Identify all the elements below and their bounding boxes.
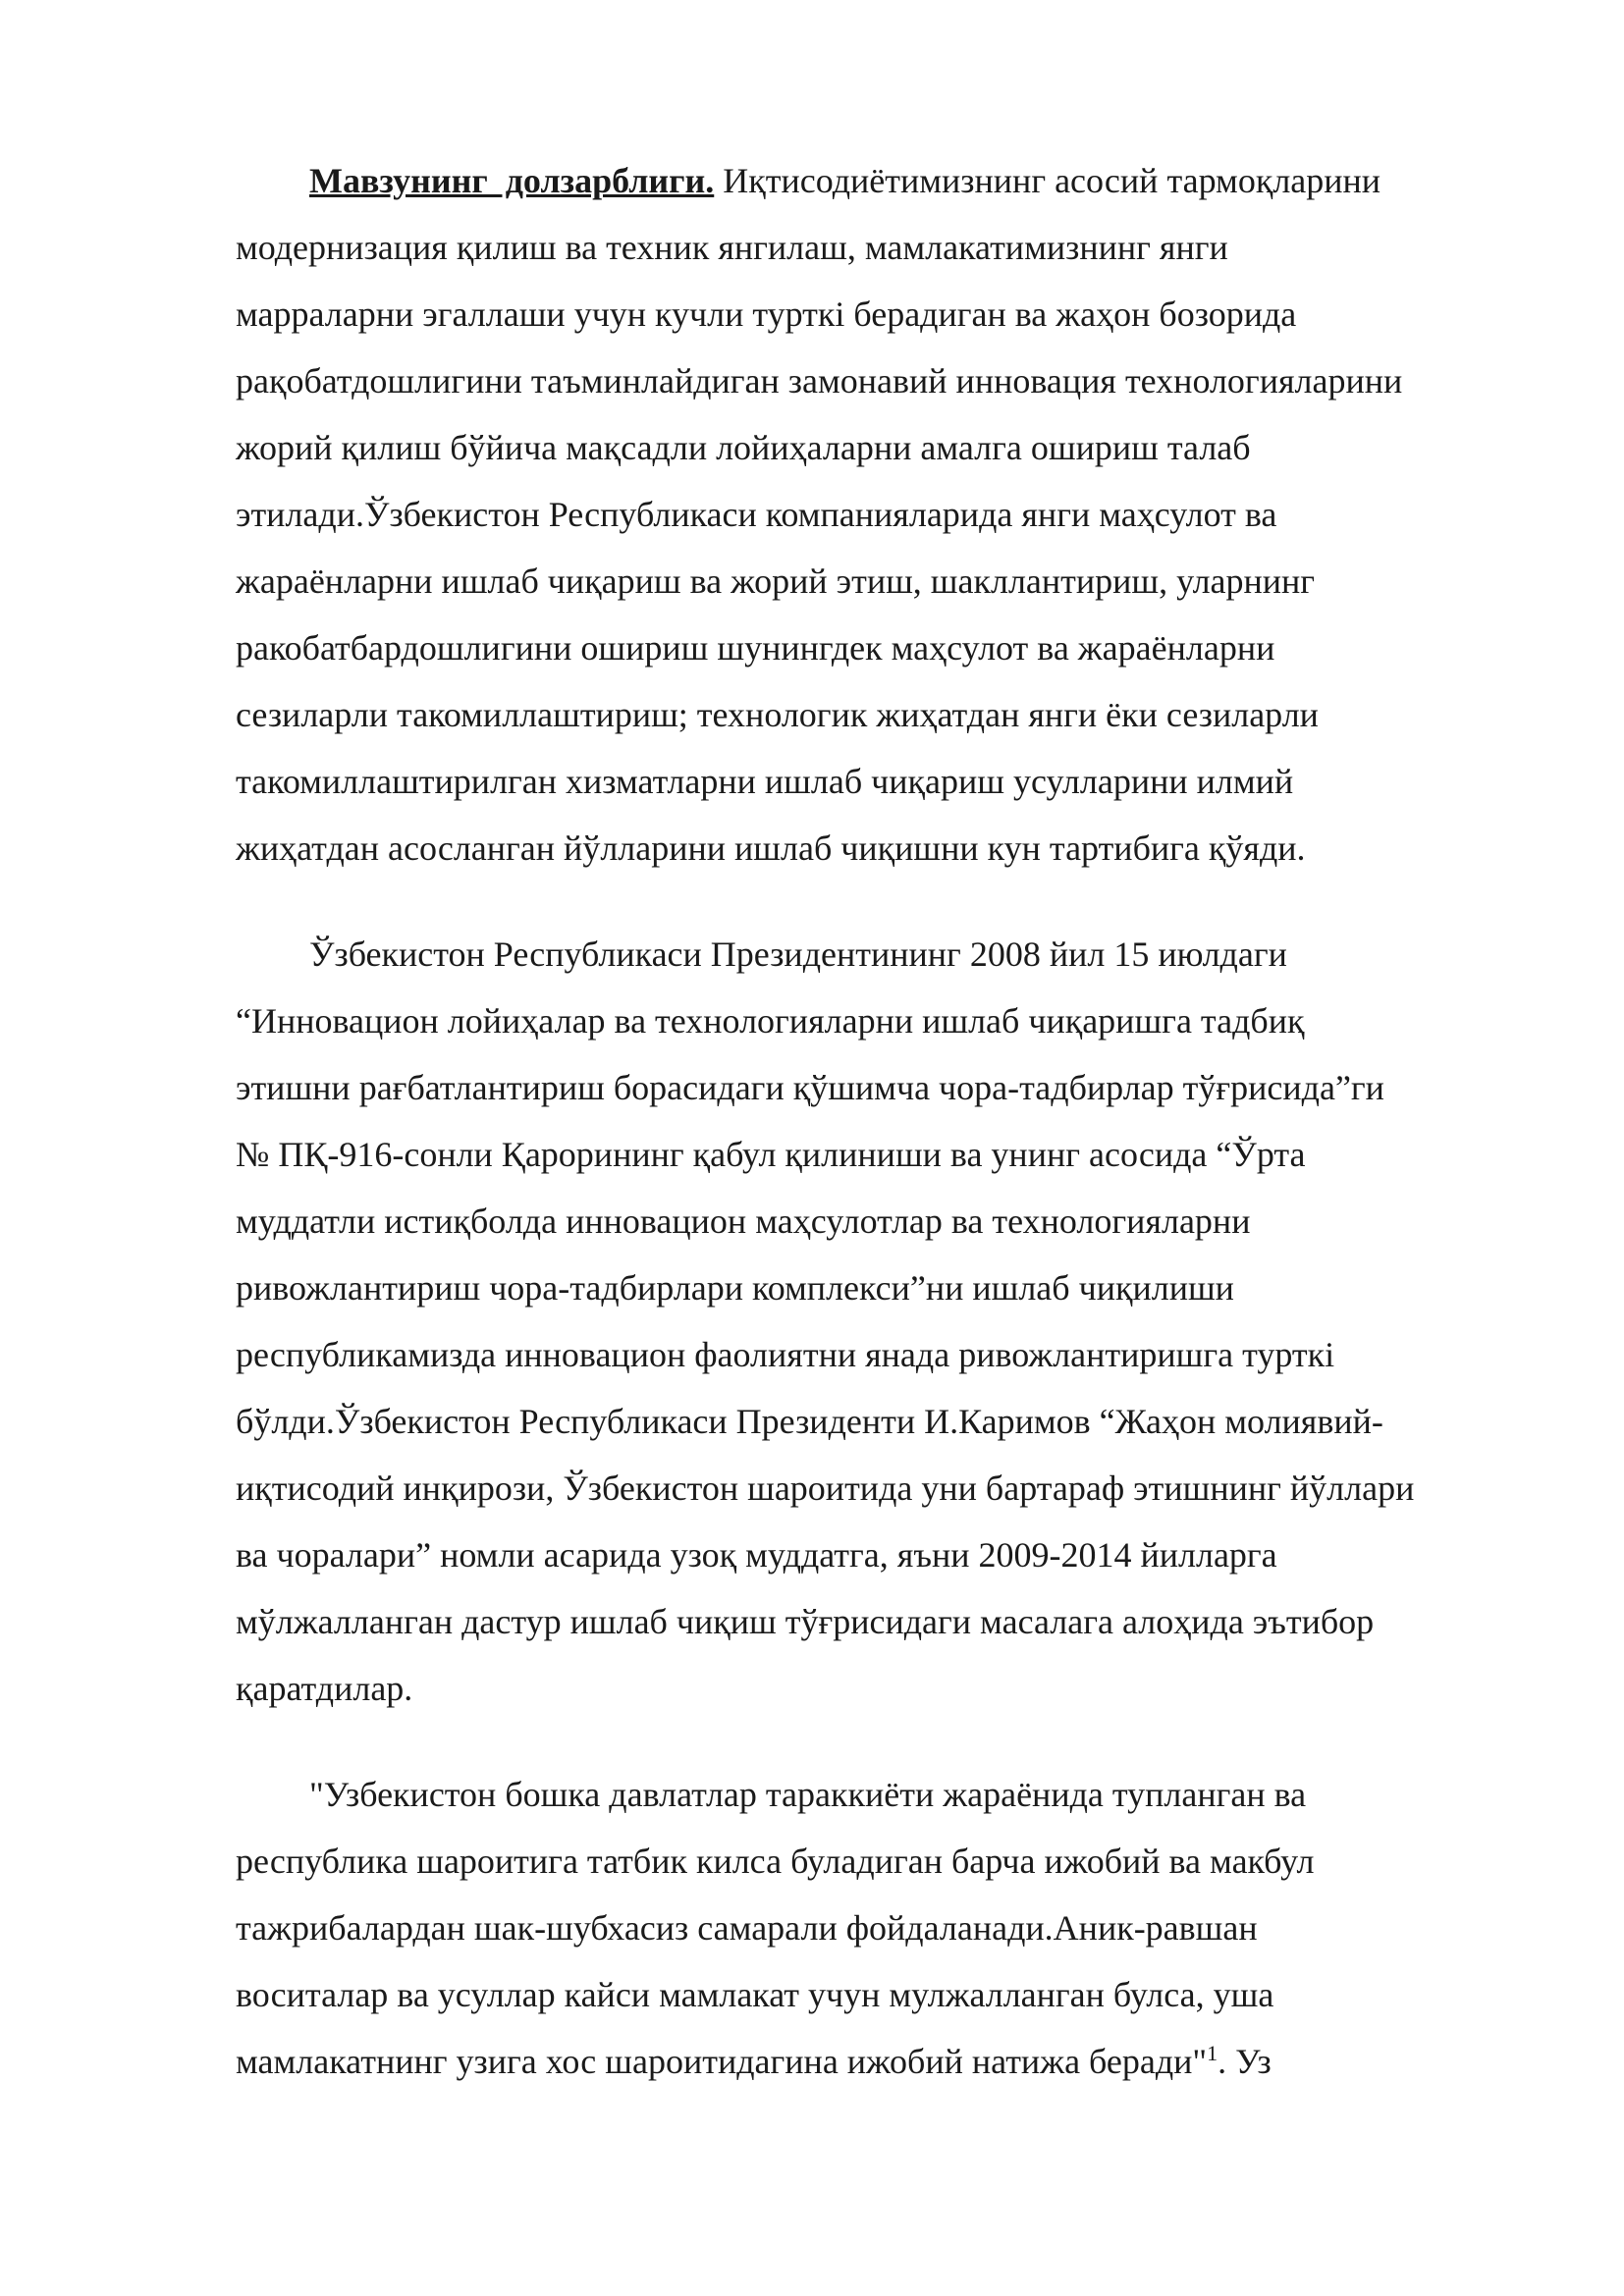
- paragraph-line: қаратдилар.: [236, 1669, 413, 1708]
- paragraph-relevance: [236, 147, 1532, 881]
- paragraph-presidential-decree: [236, 921, 1532, 1722]
- paragraph-line: жиҳатдан асосланган йўлларини ишлаб чиқишни кун тартибига қўяди.: [236, 828, 1306, 868]
- paragraph-line: муддатли истиқболда инновацион маҳсулотлар ва технологияларни: [236, 1201, 1251, 1241]
- paragraph-line: тажрибалардан шак-шубхасиз самарали фойдаланади.Аник-равшан: [236, 1908, 1258, 1948]
- paragraph-line: [236, 2028, 1532, 2095]
- section-heading: Мавзунинг долзарблиги.: [309, 161, 715, 200]
- paragraph-line: республика шароитига татбик килса буладиган барча ижобий ва макбул: [236, 1842, 1315, 1881]
- footnote-reference[interactable]: 1: [1207, 2041, 1218, 2065]
- paragraph-text: мамлакатнинг узига хос шароитидагина ижобий натижа беради": [236, 2042, 1208, 2081]
- paragraph-text: . Уз: [1218, 2042, 1272, 2081]
- paragraph-line: этилади.Ўзбекистон Республикаси компанияларида янги маҳсулот ва: [236, 495, 1277, 534]
- paragraph-line: мўлжалланган дастур ишлаб чиқиш тўғрисидаги масалага алоҳида эътибор: [236, 1602, 1375, 1641]
- paragraph-line: жорий қилиш бўйича мақсадли лойиҳаларни амалга ошириш талаб: [236, 428, 1251, 467]
- paragraph-line: марраларни эгаллаши учун кучли турткi берадиган ва жаҳон бозорида: [236, 294, 1297, 334]
- paragraph-line: модернизация қилиш ва техник янгилаш, мамлакатимизнинг янги: [236, 228, 1228, 267]
- paragraph-line: сезиларли такомиллаштириш; технологик жиҳатдан янги ёки сезиларли: [236, 695, 1319, 734]
- paragraph-line: жараёнларни ишлаб чиқариш ва жорий этиш, шакллантириш, уларнинг: [236, 561, 1316, 601]
- paragraph-quote: [236, 1761, 1532, 2095]
- paragraph-line: рақобатдошлигини таъминлайдиган замонавий инновация технологияларини: [236, 361, 1403, 400]
- paragraph-line: этишни рағбатлантириш борасидаги қўшимча чора-тадбирлар тўғрисида”ги: [236, 1068, 1384, 1107]
- paragraph-line: “Инновацион лойиҳалар ва технологияларни ишлаб чиқаришга тадбиқ: [236, 1001, 1305, 1041]
- paragraph-line: Ўзбекистон Республикаси Президентининг 2008 йил 15 июлдаги: [309, 934, 1287, 974]
- paragraph-line: ривожлантириш чора-тадбирлари комплекси”ни ишлаб чиқилиши: [236, 1268, 1234, 1308]
- paragraph-line: [236, 147, 1532, 214]
- paragraph-line: "Узбекистон бошка давлатлар тараккиёти жараёнида тупланган ва: [309, 1775, 1307, 1814]
- paragraph-line: бўлди.Ўзбекистон Республикаси Президенти И.Каримов “Жаҳон молиявий-: [236, 1402, 1383, 1441]
- paragraph-line: республикамизда инновацион фаолиятни янада ривожлантиришга турткi: [236, 1335, 1335, 1374]
- paragraph-text: Иқтисодиётимизнинг асосий тармоқларини: [714, 161, 1381, 200]
- document-page: [236, 147, 1532, 2095]
- paragraph-line: ракобатбардошлигини ошириш шунингдек маҳсулот ва жараёнларни: [236, 628, 1275, 667]
- paragraph-line: воситалар ва усуллар кайси мамлакат учун мулжалланган булса, уша: [236, 1975, 1274, 2014]
- paragraph-line: иқтисодий инқирози, Ўзбекистон шароитида уни бартараф этишнинг йўллари: [236, 1468, 1415, 1508]
- paragraph-line: ва чоралари” номли асарида узоқ муддатга, яъни 2009-2014 йилларга: [236, 1535, 1277, 1575]
- paragraph-line: такомиллаштирилган хизматларни ишлаб чиқариш усулларини илмий: [236, 762, 1294, 801]
- paragraph-line: № ПҚ-916-сонли Қарорининг қабул қилиниши ва унинг асосида “Ўрта: [236, 1135, 1306, 1174]
